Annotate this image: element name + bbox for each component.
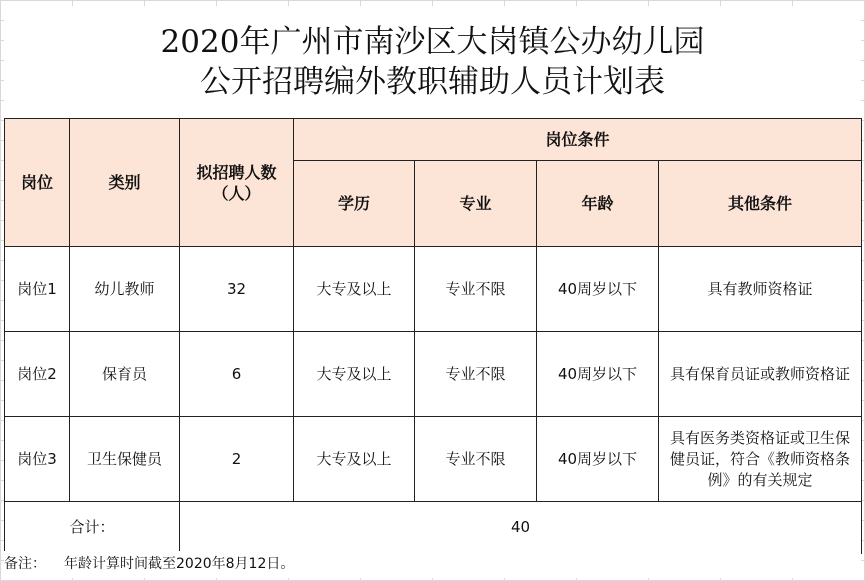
cell-age: 40周岁以下 xyxy=(537,332,659,417)
cell-education: 大专及以上 xyxy=(294,417,415,502)
cell-count: 2 xyxy=(180,417,294,502)
table-row xyxy=(5,417,862,502)
header-major: 专业 xyxy=(415,161,537,247)
cell-count: 6 xyxy=(180,332,294,417)
title-line-1: 2020年广州市南沙区大岗镇公办幼儿园 xyxy=(160,24,705,60)
cell-category: 幼儿教师 xyxy=(70,247,180,332)
header-position: 岗位 xyxy=(5,119,70,247)
cell-other: 具有医务类资格证或卫生保健员证，符合《教师资格条例》的有关规定 xyxy=(659,417,862,502)
cell-major: 专业不限 xyxy=(415,417,537,502)
cell-other: 具有保育员证或教师资格证 xyxy=(659,332,862,417)
cell-education: 大专及以上 xyxy=(294,332,415,417)
header-age: 年龄 xyxy=(537,161,659,247)
cell-category: 卫生保健员 xyxy=(70,417,180,502)
header-other: 其他条件 xyxy=(659,161,862,247)
table-row xyxy=(5,332,862,417)
remark-text: 年龄计算时间截至2020年8月12日。 xyxy=(64,556,295,572)
cell-education: 大专及以上 xyxy=(294,247,415,332)
cell-position: 岗位3 xyxy=(5,417,70,502)
total-label: 合计： xyxy=(5,502,180,554)
cell-count: 32 xyxy=(180,247,294,332)
cell-age: 40周岁以下 xyxy=(537,417,659,502)
title-line-2: 公开招聘编外教职辅助人员计划表 xyxy=(200,64,665,100)
header-conditions: 岗位条件 xyxy=(294,119,862,161)
cell-position: 岗位1 xyxy=(5,247,70,332)
remark-row xyxy=(4,551,861,578)
total-row xyxy=(5,502,862,554)
header-count: 拟招聘人数（人） xyxy=(180,119,294,247)
table-title xyxy=(4,6,861,118)
cell-major: 专业不限 xyxy=(415,247,537,332)
recruitment-plan-table xyxy=(4,118,862,554)
cell-age: 40周岁以下 xyxy=(537,247,659,332)
remark-label: 备注： xyxy=(4,556,46,572)
cell-position: 岗位2 xyxy=(5,332,70,417)
cell-major: 专业不限 xyxy=(415,332,537,417)
header-education: 学历 xyxy=(294,161,415,247)
cell-other: 具有教师资格证 xyxy=(659,247,862,332)
table-row xyxy=(5,247,862,332)
header-category: 类别 xyxy=(70,119,180,247)
cell-category: 保育员 xyxy=(70,332,180,417)
total-value: 40 xyxy=(180,502,862,554)
